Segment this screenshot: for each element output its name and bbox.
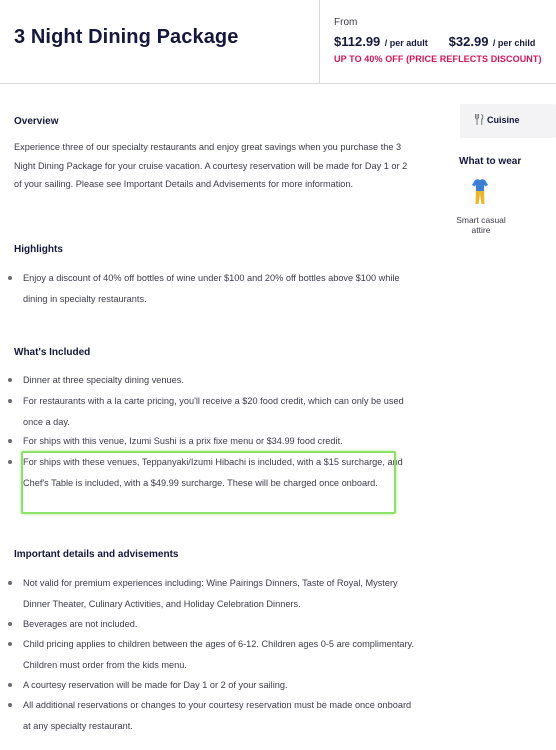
- utensils-icon: [474, 114, 484, 127]
- package-header: [0, 0, 556, 84]
- details-item: Beverages are not included.: [8, 614, 418, 635]
- details-item: Child pricing applies to children between the ages of 6-12. Children ages 0-5 are complimentary. Children must order from the kids menu.: [8, 634, 418, 675]
- adult-unit: / per adult: [384, 38, 428, 48]
- adult-price: $112.99: [334, 34, 381, 49]
- included-item: For restaurants with a la carte pricing, you'll receive a $20 food credit, which can only be used once a day.: [8, 391, 418, 432]
- included-item: For ships with these venues, Teppanyaki/Izumi Hibachi is included, with a $15 surcharge, and Chef's Table is included, with a $49.99 surcharge. These will be charged once onboard.: [8, 452, 406, 493]
- details-item: A courtesy reservation will be made for Day 1 or 2 of your sailing.: [8, 675, 418, 696]
- overview-heading: Overview: [14, 116, 59, 127]
- highlight-box: [21, 451, 396, 514]
- included-heading: What's Included: [14, 347, 91, 358]
- price-row: [334, 33, 535, 51]
- what-to-wear-heading: What to wear: [459, 156, 522, 167]
- overview-text: Experience three of our specialty restaurants and enjoy great savings when you purchase the 3 Night Dining Package for your cruise vacation. A courtesy reservation will be made for Day 1 or 2 of your sailing. Please see Important Details and Advisements for more information.: [14, 142, 408, 189]
- what-to-wear-text: Smart casual attire: [456, 215, 506, 235]
- included-item: Dinner at three specialty dining venues.: [8, 370, 418, 391]
- cuisine-card: [460, 104, 556, 138]
- clothing-icon: [470, 178, 490, 206]
- highlight-item: Enjoy a discount of 40% off bottles of wine under $100 and 20% off bottles above $100 while dining in specialty restaurants.: [8, 268, 418, 309]
- child-unit: / per child: [492, 38, 536, 48]
- details-item: All additional reservations or changes to your courtesy reservation must be made once onboard at any specialty restaurant.: [8, 695, 418, 736]
- details-heading: Important details and advisements: [14, 549, 179, 560]
- header-divider: [319, 0, 320, 84]
- discount-badge: UP TO 40% OFF (PRICE REFLECTS DISCOUNT): [334, 54, 542, 64]
- cuisine-label: Cuisine: [487, 115, 520, 125]
- included-item: For ships with this venue, Izumi Sushi is a prix fixe menu or $34.99 food credit.: [8, 431, 418, 452]
- highlights-heading: Highlights: [14, 244, 63, 255]
- child-price: $32.99: [448, 34, 489, 49]
- details-item: Not valid for premium experiences including: Wine Pairings Dinners, Taste of Royal, Mystery Dinner Theater, Culinary Activities, and Holiday Celebration Dinners.: [8, 573, 418, 614]
- page-title: 3 Night Dining Package: [14, 26, 239, 48]
- from-label: From: [334, 17, 358, 28]
